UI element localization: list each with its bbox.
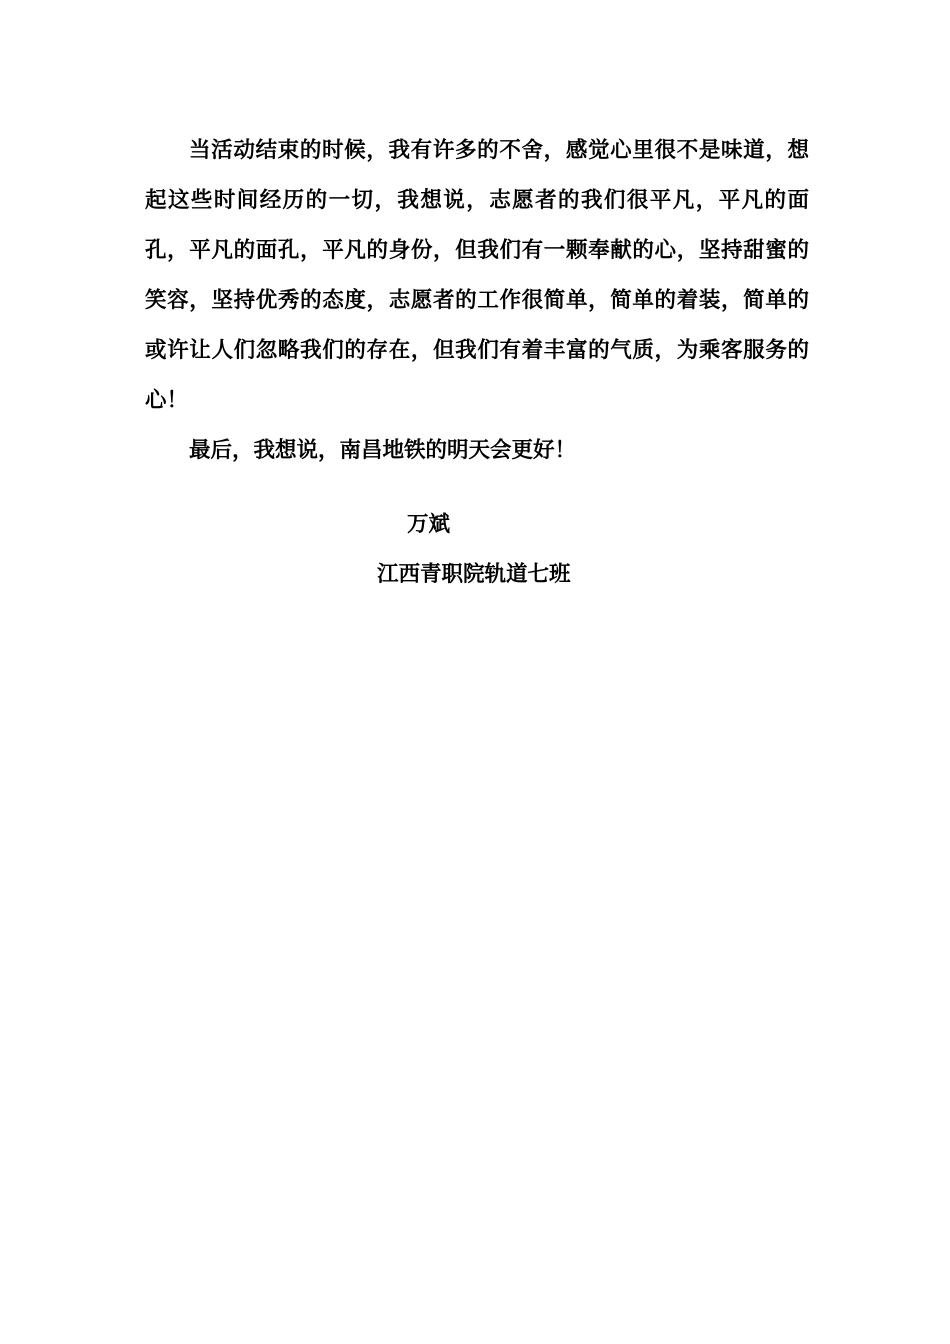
signature-name: 万斌 (407, 512, 451, 537)
paragraph-closing: 最后，我想说，南昌地铁的明天会更好！ (189, 438, 577, 463)
paragraph-reflection: 当活动结束的时候，我有许多的不舍，感觉心里很不是味道，想起这些时间经历的一切，我想说，志愿者的我们很平凡，平凡的面孔，平凡的面孔，平凡的身份，但我们有一颗奉献的心，坚持甜蜜的笑容，坚持优秀的态度，志愿者的工作很简单，简单的着装，简单的或许让人们忽略我们的存在，但我们有着丰富的气质，为乘客服务的心！ (145, 138, 809, 413)
signature-organization: 江西青职院轨道七班 (377, 562, 571, 587)
document-body (145, 126, 809, 476)
